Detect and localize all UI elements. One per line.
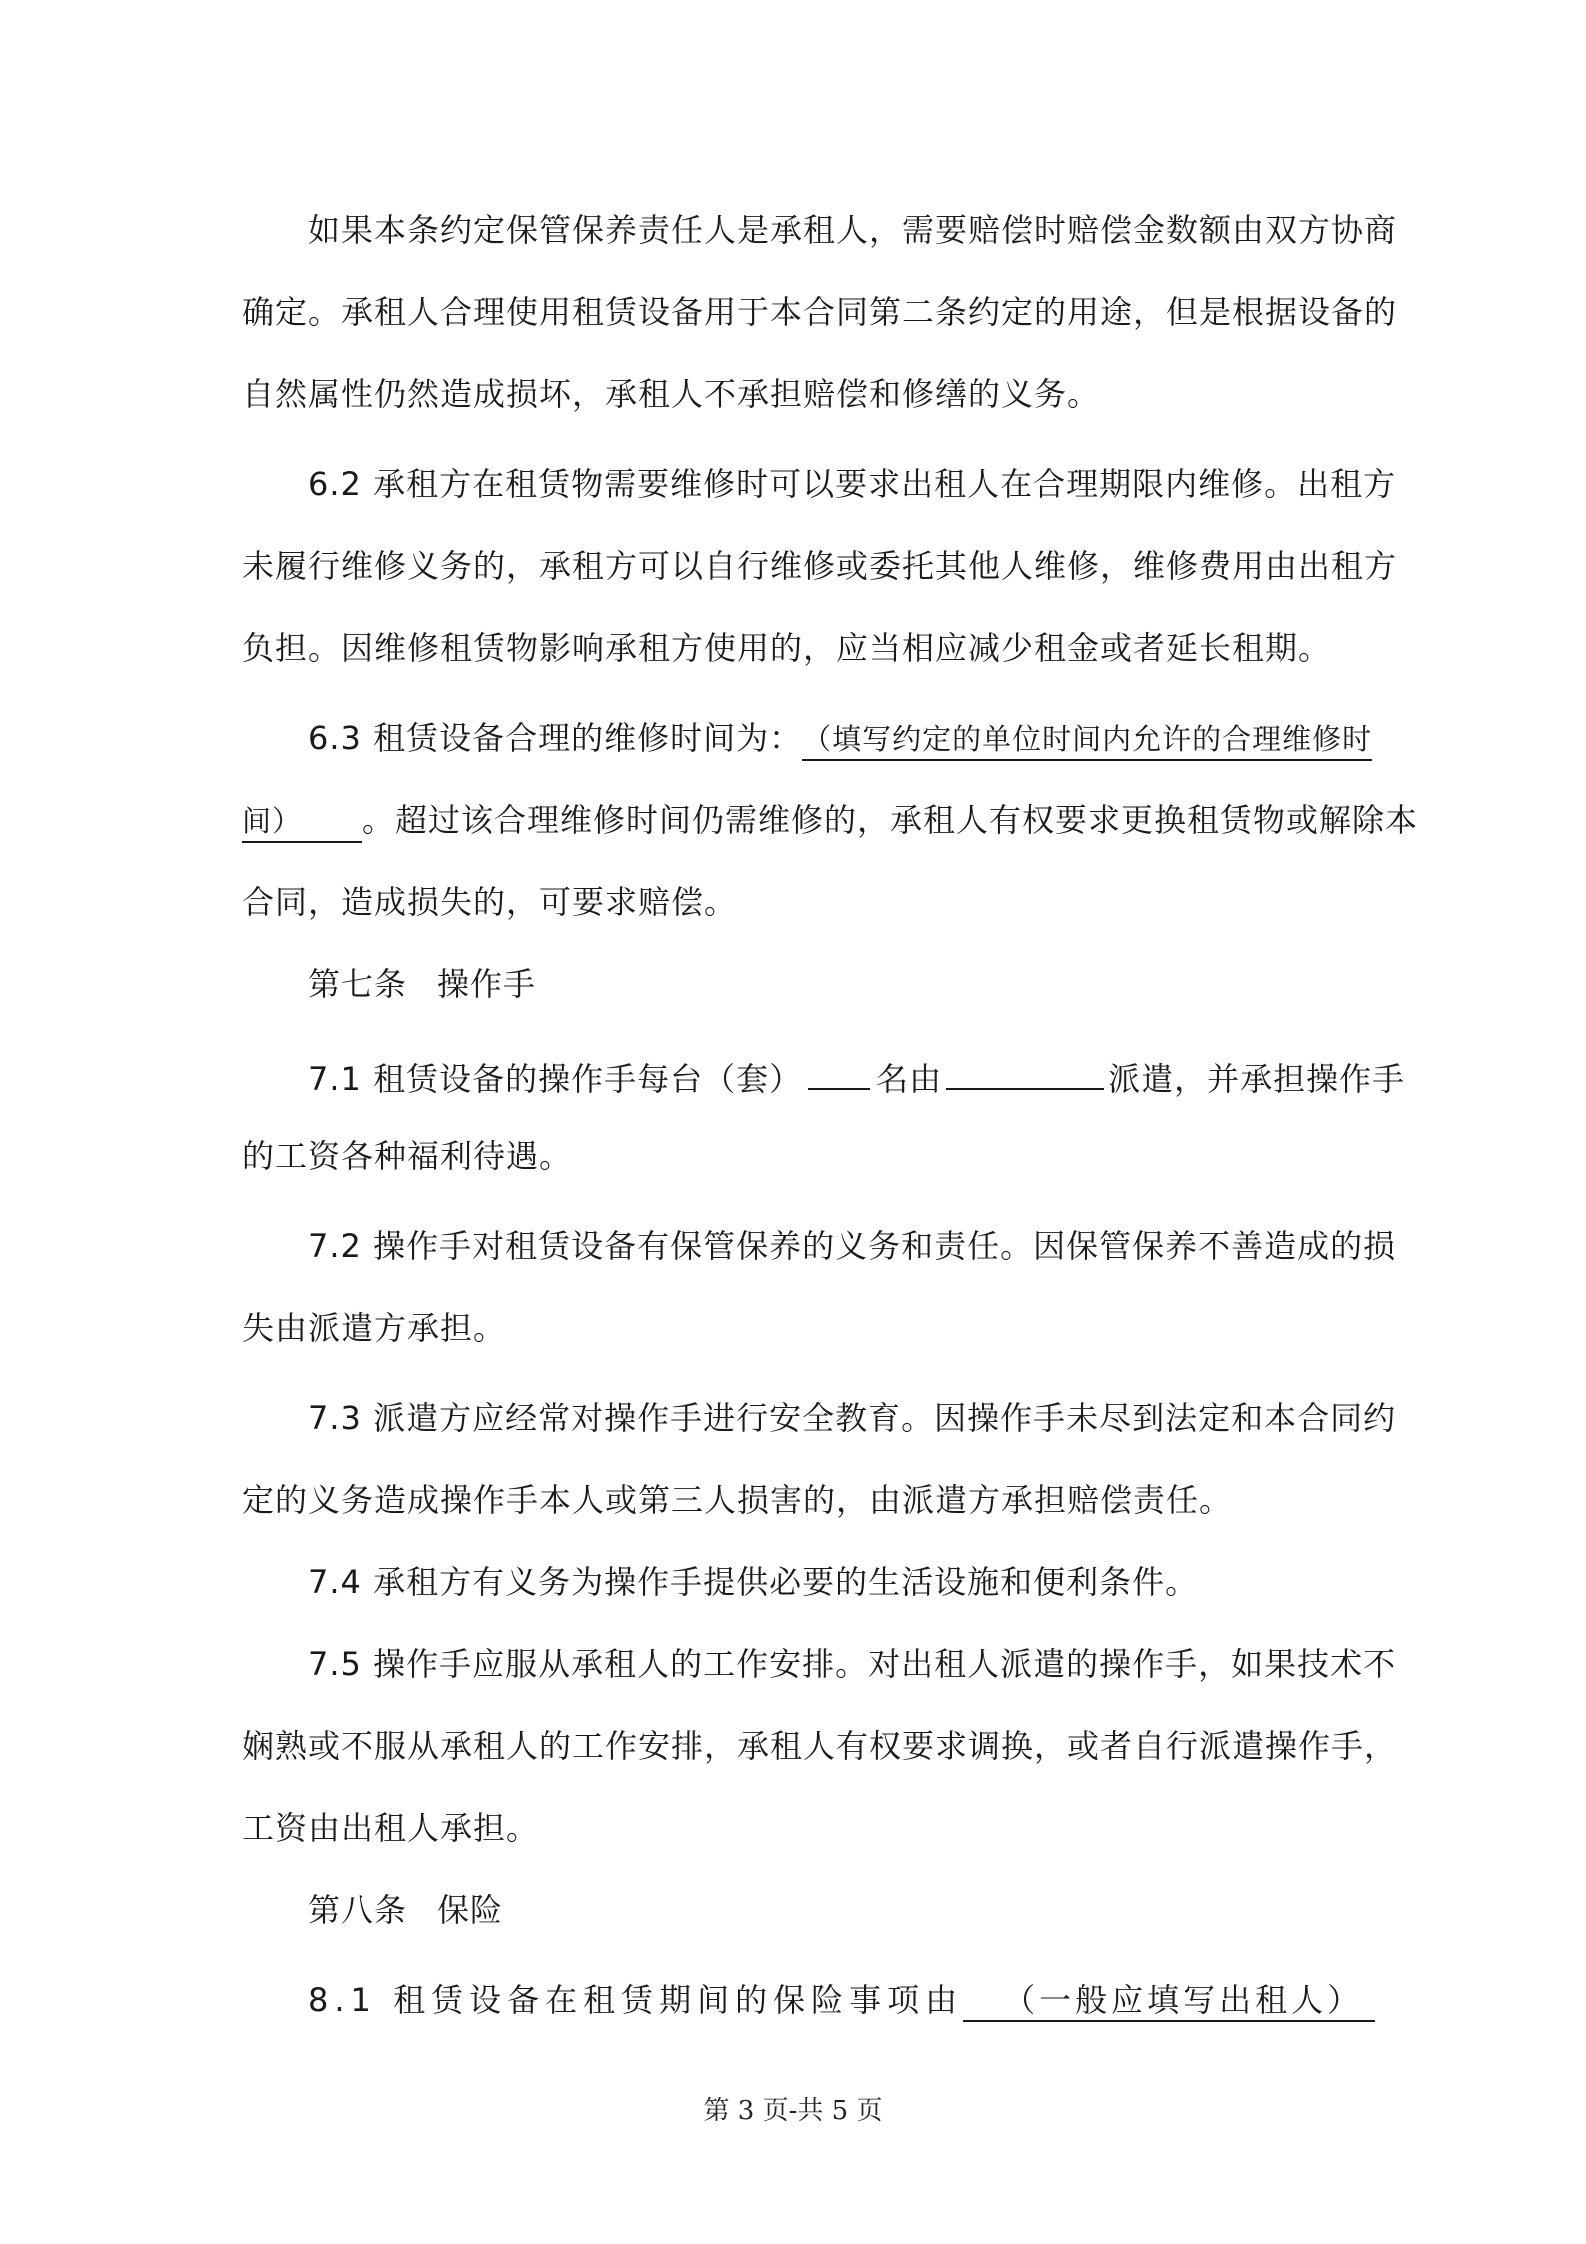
clause-7-5-line: 娴熟或不服从承租人的工作安排，承租人有权要求调换，或者自行派遣操作手， [242,1727,1398,1765]
clause-7-5-line: 7.5 操作手应服从承租人的工作安排。对出租人派遣的操作手，如果技术不 [308,1645,1397,1683]
clause-7-3-line: 7.3 派遣方应经常对操作手进行安全教育。因操作手未尽到法定和本合同约 [308,1399,1397,1437]
clause-7-2-line: 7.2 操作手对租赁设备有保管保养的义务和责任。因保管保养不善造成的损 [308,1227,1397,1265]
insurer-fill[interactable]: （一般应填写出租人） [963,1980,1375,2022]
clause-6-2-line: 未履行维修义务的，承租方可以自行维修或委托其他人维修，维修费用由出租方 [242,547,1398,585]
clause-7-1-text: 派遣，并承担操作手 [1108,1060,1406,1098]
clause-7-5-line: 工资由出租人承担。 [242,1809,540,1847]
clause-6-2-line: 负担。因维修租赁物影响承租方使用的，应当相应减少租金或者延长租期。 [242,629,1332,667]
clause-7-2-line: 失由派遣方承担。 [242,1309,507,1347]
clause-6-3-text: 。超过该合理维修时间仍需维修的，承租人有权要求更换租赁物或解除本 [362,801,1419,839]
clause-6-3-line [242,798,1419,842]
clause-7-1-text: 7.1 租赁设备的操作手每台（套） [308,1060,803,1098]
clause-6-3-text: 6.3 租赁设备合理的维修时间为： [308,719,803,757]
article-number: 第八条 [308,1891,408,1929]
article-title: 操作手 [437,965,537,1003]
clause-7-1-line [308,1052,1406,1098]
clause-8-1-text: 8.1 租赁设备在租赁期间的保险事项由 [308,1981,964,2019]
clause-7-1-line: 的工资各种福利待遇。 [242,1137,573,1175]
clause-6-3-line: 合同，造成损失的，可要求赔偿。 [242,883,738,921]
article-title: 保险 [437,1891,504,1929]
page-number: 第 3 页-共 5 页 [703,2096,883,2126]
clause-7-1-text: 名由 [876,1060,943,1098]
clause-6-2-line: 6.2 承租方在租赁物需要维修时可以要求出租人在合理期限内维修。出租方 [308,465,1397,503]
paragraph-line: 自然属性仍然造成损坏，承租人不承担赔偿和修缮的义务。 [242,375,1101,413]
maintenance-time-fill-cont[interactable]: 间） [242,801,362,843]
article-7-heading [308,962,1352,1006]
article-8-heading [308,1888,1352,1932]
clause-7-4-line: 7.4 承租方有义务为操作手提供必要的生活设施和便利条件。 [308,1563,1199,1601]
clause-7-3-line: 定的义务造成操作手本人或第三人损害的，由派遣方承担赔偿责任。 [242,1481,1233,1519]
maintenance-time-fill[interactable]: （填写约定的单位时间内允许的合理维修时 [802,719,1372,761]
operator-count-blank[interactable] [808,1052,870,1090]
paragraph-line: 确定。承租人合理使用租赁设备用于本合同第二条约定的用途，但是根据设备的 [242,293,1398,331]
dispatcher-blank[interactable] [946,1052,1104,1090]
paragraph-line: 如果本条约定保管保养责任人是承租人，需要赔偿时赔偿金数额由双方协商 [308,211,1398,249]
clause-6-3-line [308,716,1373,760]
article-number: 第七条 [308,965,408,1003]
clause-8-1-line [308,1978,1364,2022]
